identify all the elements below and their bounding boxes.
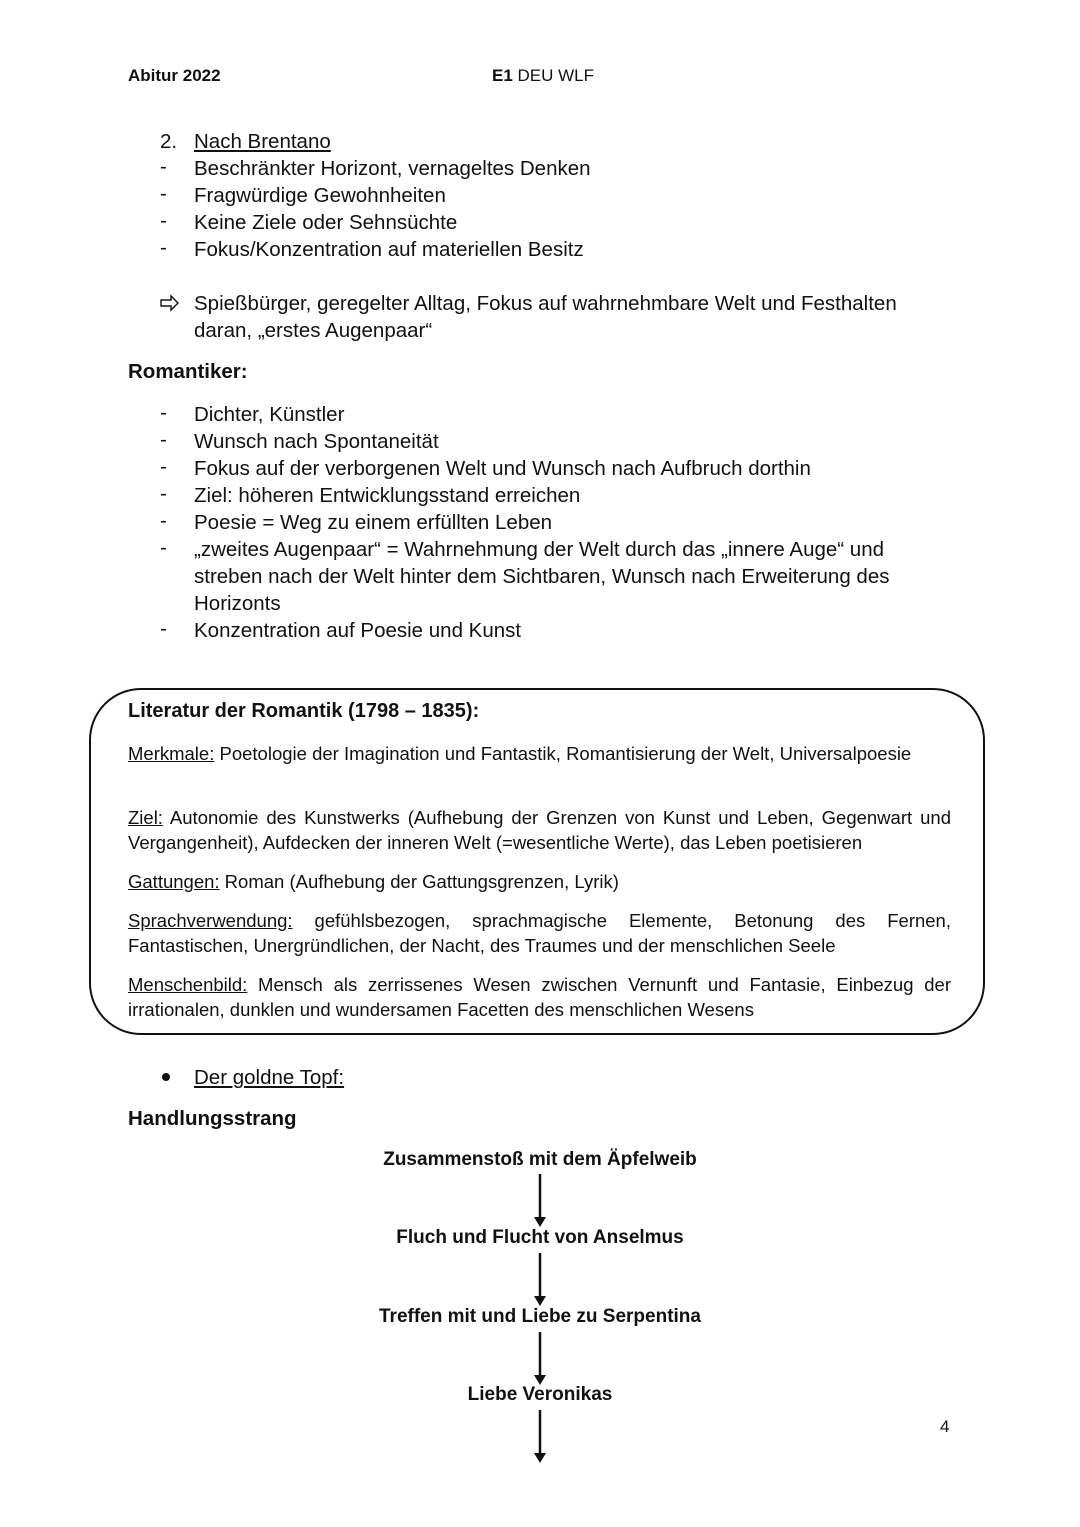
arrow-down-icon [533, 1332, 547, 1386]
romantiker-item: Poesie = Weg zu einem erfüllten Leben [194, 511, 553, 534]
romantiker-item: Ziel: höheren Entwicklungsstand erreichen [194, 484, 581, 507]
header-center-bold: E1 [492, 66, 513, 85]
merkmale-text: Poetologie der Imagination und Fantastik, Romantisierung der Welt, Universalpoesie [214, 743, 912, 764]
gattungen-label: Gattungen: [128, 871, 220, 892]
box-menschenbild [128, 972, 951, 1022]
ziel-label: Ziel: [128, 807, 163, 828]
dash-marker: - [160, 236, 167, 259]
romantiker-item: Fokus auf der verborgenen Welt und Wunsch nach Aufbruch dorthin [194, 457, 811, 480]
romantiker-item: Dichter, Künstler [194, 403, 345, 426]
menschenbild-label: Menschenbild: [128, 974, 248, 995]
section-number: 2. [160, 130, 178, 153]
dash-marker: - [160, 536, 167, 559]
flow-step: Liebe Veronikas [467, 1384, 613, 1405]
brentano-item: Keine Ziele oder Sehnsüchte [194, 211, 458, 234]
brentano-item: Fokus/Konzentration auf materiellen Besitz [194, 238, 584, 261]
section-title: Nach Brentano [194, 130, 331, 153]
dash-marker: - [160, 455, 167, 478]
sprache-text: gefühlsbezogen, sprachmagische Elemente, Betonung des Fernen, Fantastischen, Unergründlichen, der Nacht, des Traumes und der menschlichen Seele [128, 910, 951, 956]
dash-marker: - [160, 182, 167, 205]
box-ziel [128, 805, 951, 855]
topf-title: Der goldne Topf: [194, 1066, 345, 1089]
arrow-down-icon [533, 1410, 547, 1464]
page-number: 4 [940, 1417, 950, 1436]
dash-marker: - [160, 617, 167, 640]
brentano-item: Fragwürdige Gewohnheiten [194, 184, 446, 207]
bullet-icon [162, 1073, 170, 1081]
arrow-right-icon [160, 294, 180, 312]
conclusion-line: Spießbürger, geregelter Alltag, Fokus auf wahrnehmbare Welt und Festhalten [194, 292, 897, 315]
box-gattungen [128, 869, 951, 894]
romantiker-item: Konzentration auf Poesie und Kunst [194, 619, 522, 642]
arrow-down-icon [533, 1253, 547, 1307]
header-center-rest: DEU WLF [512, 66, 595, 85]
dash-marker: - [160, 509, 167, 532]
dash-marker: - [160, 482, 167, 505]
dash-marker: - [160, 401, 167, 424]
gattungen-text: Roman (Aufhebung der Gattungsgrenzen, Lyrik) [219, 871, 619, 892]
header-center [492, 66, 594, 86]
box-sprachverwendung [128, 908, 951, 958]
menschenbild-text: Mensch als zerrissenes Wesen zwischen Vernunft und Fantasie, Einbezug der irrationalen, dunklen und wundersamen Facetten des menschlichen Wesens [128, 974, 951, 1020]
merkmale-label: Merkmale: [128, 743, 215, 764]
ziel-text: Autonomie des Kunstwerks (Aufhebung der Grenzen von Kunst und Leben, Gegenwart und Vergangenheit), Aufdecken der inneren Welt (=wesentliche Werte), das Leben poetisieren [128, 807, 951, 853]
arrow-down-icon [533, 1174, 547, 1228]
flow-step: Zusammenstoß mit dem Äpfelweib [383, 1149, 697, 1170]
romantiker-item-continuation: streben nach der Welt hinter dem Sichtbaren, Wunsch nach Erweiterung des [194, 565, 890, 588]
conclusion-line: daran, „erstes Augenpaar“ [194, 319, 433, 342]
romantiker-heading: Romantiker: [128, 360, 248, 383]
romantiker-item-continuation: Horizonts [194, 592, 281, 615]
dash-marker: - [160, 428, 167, 451]
dash-marker: - [160, 155, 167, 178]
box-title: Literatur der Romantik (1798 – 1835): [128, 700, 480, 722]
handlungsstrang-heading: Handlungsstrang [128, 1107, 297, 1130]
sprache-label: Sprachverwendung: [128, 910, 293, 931]
header-left: Abitur 2022 [128, 66, 221, 85]
box-merkmale [128, 741, 951, 766]
dash-marker: - [160, 209, 167, 232]
brentano-item: Beschränkter Horizont, vernageltes Denken [194, 157, 591, 180]
romantiker-item: Wunsch nach Spontaneität [194, 430, 439, 453]
flow-step: Treffen mit und Liebe zu Serpentina [379, 1306, 701, 1327]
flow-step: Fluch und Flucht von Anselmus [396, 1227, 684, 1248]
romantiker-item: „zweites Augenpaar“ = Wahrnehmung der Welt durch das „innere Auge“ und [194, 538, 884, 561]
